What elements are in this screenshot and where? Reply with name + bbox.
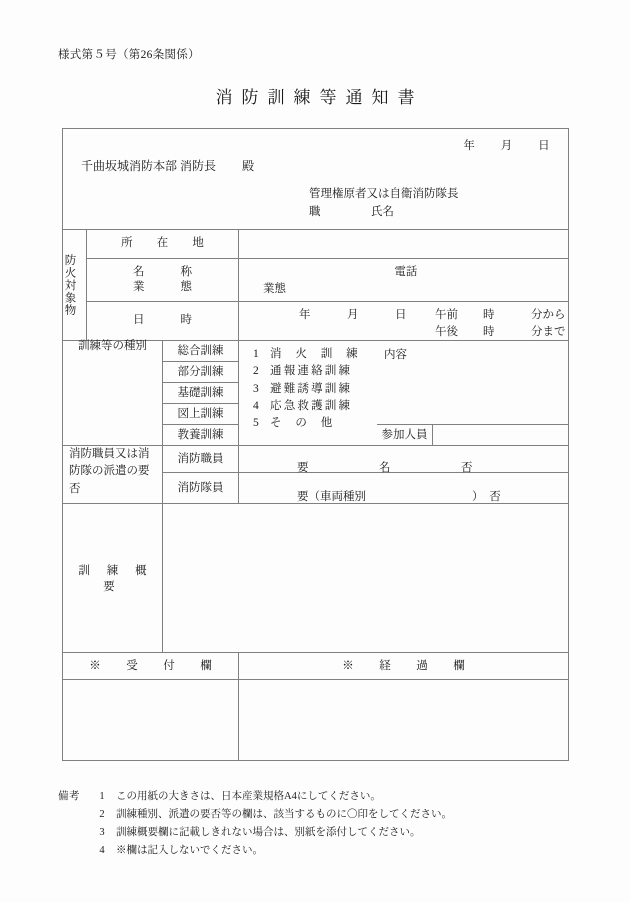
progress-column-label: ※ 経 過 欄 — [239, 653, 569, 680]
dispatch-team-no[interactable]: 否 — [489, 491, 501, 503]
dt-pm-label: 午後 — [435, 325, 458, 338]
submitter-name-label: 氏名 — [371, 205, 394, 218]
location-label: 所 在 地 — [87, 230, 239, 259]
submitter-block — [309, 186, 459, 222]
name-business-value[interactable] — [239, 259, 569, 302]
drill-item[interactable]: 2 通報連絡訓練 — [253, 365, 353, 378]
drill-type-option-0[interactable]: 総合訓練 — [163, 341, 239, 362]
location-value[interactable] — [239, 230, 569, 259]
dt-am-label: 午前 — [435, 309, 458, 321]
date-month-label: 月 — [500, 140, 513, 152]
addressee-block — [63, 129, 569, 230]
drill-item-list[interactable] — [239, 341, 377, 446]
addressee-name: 千曲坂城消防本部 消防長 — [81, 159, 217, 173]
drill-type-section-label: 訓練等の種別 — [63, 341, 163, 446]
page-title: 消防訓練等通知書 — [215, 88, 424, 107]
dt-to-label: 分まで — [531, 325, 566, 338]
dispatch-staff-no[interactable]: 否 — [461, 462, 473, 474]
datetime-row-1 — [299, 307, 566, 324]
notes-list — [58, 788, 452, 860]
dt-from-label: 分から — [531, 309, 566, 321]
drill-type-option-2[interactable]: 基礎訓練 — [163, 383, 239, 404]
reception-column-value[interactable] — [63, 680, 239, 761]
drill-content-value[interactable] — [377, 341, 569, 425]
drill-item[interactable]: 5 そ の 他 — [253, 417, 338, 429]
drill-outline-value[interactable] — [163, 504, 569, 653]
telephone-label: 電話 — [394, 266, 418, 278]
drill-outline-label: 訓 練 概 要 — [63, 504, 163, 653]
notes-header: 備考 — [58, 791, 80, 802]
note-item: 2 訓練種別、派遣の要否等の欄は、該当するものに〇印をしてください。 — [99, 809, 452, 821]
dt-month-label: 月 — [347, 309, 359, 321]
building-name-label: 名 称 — [133, 265, 192, 278]
dt-day-label: 日 — [395, 309, 407, 321]
drill-type-option-1[interactable]: 部分訓練 — [163, 362, 239, 383]
drill-item[interactable]: 3 避難誘導訓練 — [253, 382, 353, 395]
note-item: 4 ※欄は記入しないでください。 — [99, 845, 263, 857]
date-day-label: 日 — [538, 140, 551, 152]
drill-content-label: 内容 — [384, 349, 407, 361]
drill-item[interactable]: 4 応急救護訓練 — [253, 399, 353, 412]
addressee-honorific: 殿 — [242, 159, 255, 173]
reception-column-label: ※ 受 付 欄 — [63, 653, 239, 680]
submitter-fields — [309, 204, 459, 222]
dispatch-staff-count-label: 名 — [379, 462, 391, 474]
dispatch-row-0-label: 消防職員 — [163, 446, 239, 473]
target-building-section-label: 防火対象物 — [63, 230, 87, 341]
submitter-title: 管理権原者又は自衛消防隊長 — [309, 188, 459, 200]
dt-hour-2-label: 時 — [483, 325, 495, 338]
dt-hour-1-label: 時 — [483, 309, 495, 321]
dispatch-team-yes: 要（車両種別 — [297, 491, 366, 503]
dt-year-label: 年 — [299, 309, 311, 321]
note-item: 3 訓練概要欄に記載しきれない場合は、別紙を添付してください。 — [99, 827, 421, 839]
drill-item[interactable]: 1 消 火 訓 練 — [253, 348, 364, 360]
submission-date — [463, 137, 550, 153]
dispatch-row-1-label: 消防隊員 — [163, 473, 239, 504]
form-number: 様式第５号（第26条関係） — [58, 49, 200, 61]
note-item: 1 この用紙の大きさは、日本産業規格A4にしてください。 — [99, 791, 381, 802]
drill-type-option-4[interactable]: 教養訓練 — [163, 425, 239, 446]
drill-type-option-3[interactable]: 図上訓練 — [163, 404, 239, 425]
dispatch-section-label: 消防職員又は消防隊の派遣の要否 — [63, 446, 163, 504]
notes-block — [58, 788, 452, 860]
progress-column-value[interactable] — [239, 680, 569, 761]
participants-label: 参加人員 — [377, 425, 433, 446]
datetime-value[interactable] — [239, 302, 569, 341]
dispatch-row-1-value[interactable] — [239, 473, 569, 504]
business-type-label: 業 態 — [133, 281, 192, 293]
datetime-row-2 — [299, 324, 566, 341]
notification-form-table — [62, 128, 569, 761]
dispatch-row-0-value[interactable] — [239, 446, 569, 473]
date-year-label: 年 — [463, 140, 476, 152]
submitter-post-label: 職 — [309, 205, 321, 218]
business-type-value: 業態 — [263, 283, 286, 295]
addressee — [81, 157, 254, 174]
participants-value[interactable] — [433, 425, 569, 446]
name-business-label — [87, 259, 239, 302]
dispatch-staff-yes[interactable]: 要 — [297, 462, 309, 474]
datetime-label: 日 時 — [87, 302, 239, 341]
dispatch-team-paren: ） — [472, 491, 484, 503]
